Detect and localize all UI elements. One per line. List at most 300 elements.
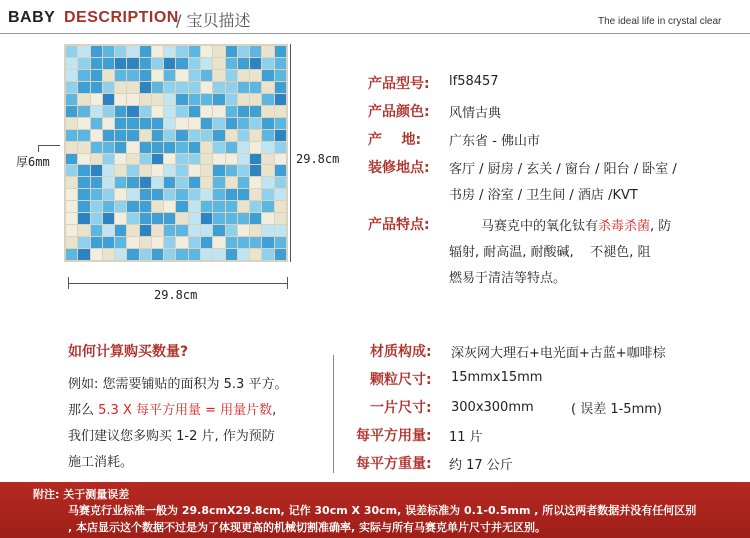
mosaic-chip (238, 225, 249, 236)
mosaic-chip (275, 213, 286, 224)
mosaic-chip (115, 82, 126, 93)
mosaic-chip (66, 118, 77, 129)
color-label: 产品颜色: (368, 104, 430, 120)
mosaic-chip (115, 130, 126, 141)
mosaic-chip (140, 165, 151, 176)
mosaic-chip (78, 189, 89, 200)
mosaic-chip (226, 58, 237, 69)
mosaic-tile-image (64, 44, 288, 262)
mosaic-chip (78, 177, 89, 188)
mosaic-chip (91, 177, 102, 188)
mosaic-chip (127, 118, 138, 129)
thickness-label: 厚6mm (16, 155, 50, 169)
mosaic-chip (152, 106, 163, 117)
location-line-1: 客厅 / 厨房 / 玄关 / 窗台 / 阳台 / 卧室 / (449, 162, 677, 177)
mosaic-chip (201, 249, 212, 260)
section-divider (333, 355, 334, 473)
mosaic-chip (140, 154, 151, 165)
mosaic-chip (103, 177, 114, 188)
mosaic-chip (78, 142, 89, 153)
mosaic-chip (115, 177, 126, 188)
grain-label: 颗粒尺寸: (370, 372, 432, 388)
mosaic-chip (78, 201, 89, 212)
weight-value: 约 17 公斤 (449, 458, 513, 473)
mosaic-chip (226, 213, 237, 224)
mosaic-chip (213, 82, 224, 93)
mosaic-chip (152, 249, 163, 260)
width-line (68, 283, 288, 284)
usage-label: 每平方用量: (356, 428, 432, 444)
mosaic-chip (103, 106, 114, 117)
mosaic-chip (213, 130, 224, 141)
mosaic-chip (78, 106, 89, 117)
color-value: 风情古典 (449, 106, 502, 121)
mosaic-chip (140, 46, 151, 57)
mosaic-chip (176, 118, 187, 129)
mosaic-chip (226, 46, 237, 57)
mosaic-chip (140, 82, 151, 93)
mosaic-chip (226, 82, 237, 93)
mosaic-chip (127, 94, 138, 105)
mosaic-chip (238, 165, 249, 176)
mosaic-chip (189, 94, 200, 105)
mosaic-chip (78, 154, 89, 165)
mosaic-chip (66, 58, 77, 69)
mosaic-chip (213, 237, 224, 248)
mosaic-chip (152, 201, 163, 212)
mosaic-chip (213, 154, 224, 165)
mosaic-chip (103, 213, 114, 224)
material-label: 材质构成: (370, 344, 432, 360)
mosaic-chip (176, 249, 187, 260)
mosaic-chip (201, 165, 212, 176)
mosaic-chip (115, 189, 126, 200)
mosaic-chip (140, 118, 151, 129)
mosaic-chip (140, 70, 151, 81)
mosaic-chip (78, 213, 89, 224)
mosaic-chip (262, 249, 273, 260)
mosaic-chip (275, 82, 286, 93)
mosaic-chip (127, 189, 138, 200)
mosaic-chip (226, 106, 237, 117)
mosaic-chip (115, 225, 126, 236)
feature-text-end: , 防 (650, 219, 672, 234)
mosaic-chip (262, 130, 273, 141)
mosaic-chip (140, 130, 151, 141)
mosaic-chip (201, 106, 212, 117)
mosaic-chip (262, 106, 273, 117)
mosaic-chip (176, 46, 187, 57)
mosaic-chip (164, 58, 175, 69)
weight-label: 每平方重量: (356, 456, 432, 472)
piece-value: 300x300mm (451, 400, 534, 415)
mosaic-chip (226, 130, 237, 141)
mosaic-chip (127, 165, 138, 176)
mosaic-chip (78, 94, 89, 105)
mosaic-chip (201, 225, 212, 236)
mosaic-chip (127, 70, 138, 81)
mosaic-chip (189, 82, 200, 93)
mosaic-chip (201, 94, 212, 105)
location-line-2: 书房 / 浴室 / 卫生间 / 酒店 /KVT (449, 188, 638, 203)
mosaic-chip (238, 58, 249, 69)
calc-question: 如何计算购买数量? (68, 344, 189, 360)
feature-text: 马赛克中的氧化钛有 (481, 219, 599, 234)
mosaic-chip (66, 106, 77, 117)
mosaic-chip (152, 118, 163, 129)
mosaic-chip (78, 225, 89, 236)
mosaic-chip (275, 201, 286, 212)
mosaic-chip (140, 142, 151, 153)
mosaic-chip (238, 130, 249, 141)
mosaic-chip (66, 82, 77, 93)
mosaic-chip (176, 213, 187, 224)
mosaic-chip (275, 94, 286, 105)
mosaic-chip (275, 142, 286, 153)
mosaic-chip (152, 130, 163, 141)
mosaic-chip (201, 58, 212, 69)
mosaic-chip (140, 201, 151, 212)
mosaic-chip (201, 177, 212, 188)
mosaic-chip (213, 106, 224, 117)
mosaic-chip (226, 154, 237, 165)
mosaic-chip (91, 213, 102, 224)
width-tick-left (68, 277, 69, 289)
mosaic-chip (226, 177, 237, 188)
mosaic-chip (66, 237, 77, 248)
mosaic-chip (262, 177, 273, 188)
mosaic-chip (164, 189, 175, 200)
mosaic-chip (176, 142, 187, 153)
mosaic-chip (201, 46, 212, 57)
mosaic-chip (103, 154, 114, 165)
mosaic-chip (66, 213, 77, 224)
mosaic-chip (213, 165, 224, 176)
mosaic-chip (91, 70, 102, 81)
mosaic-chip (127, 249, 138, 260)
mosaic-chip (140, 249, 151, 260)
mosaic-chip (78, 249, 89, 260)
mosaic-chip (201, 142, 212, 153)
mosaic-chip (250, 237, 261, 248)
mosaic-chip (238, 189, 249, 200)
mosaic-chip (152, 165, 163, 176)
mosaic-chip (91, 46, 102, 57)
mosaic-chip (213, 201, 224, 212)
mosaic-chip (250, 130, 261, 141)
mosaic-chip (78, 118, 89, 129)
mosaic-chip (66, 154, 77, 165)
mosaic-chip (189, 130, 200, 141)
mosaic-chip (91, 237, 102, 248)
mosaic-chip (238, 249, 249, 260)
mosaic-chip (275, 177, 286, 188)
mosaic-chip (201, 82, 212, 93)
mosaic-chip (189, 189, 200, 200)
grain-value: 15mmx15mm (451, 370, 543, 385)
mosaic-chip (176, 177, 187, 188)
mosaic-chip (262, 189, 273, 200)
mosaic-chip (176, 94, 187, 105)
mosaic-chip (115, 118, 126, 129)
mosaic-chip (66, 130, 77, 141)
mosaic-chip (275, 165, 286, 176)
mosaic-chip (250, 94, 261, 105)
mosaic-chip (103, 70, 114, 81)
usage-value: 11 片 (449, 430, 483, 445)
mosaic-chip (152, 94, 163, 105)
footer-line-2: , 本店显示这个数据不过是为了体现更高的机械切割准确率, 实际与所有马赛克单片尺寸并无区别。 (68, 521, 547, 534)
mosaic-chip (213, 213, 224, 224)
mosaic-chip (78, 237, 89, 248)
mosaic-chip (213, 94, 224, 105)
mosaic-chip (262, 154, 273, 165)
calc-line-1: 例如: 您需要铺贴的面积为 5.3 平方。 (68, 377, 288, 392)
mosaic-chip (103, 165, 114, 176)
mosaic-chip (250, 106, 261, 117)
mosaic-chip (262, 118, 273, 129)
mosaic-chip (164, 82, 175, 93)
mosaic-chip (176, 82, 187, 93)
footer-title: 附注: 关于测量误差 (33, 488, 130, 501)
material-value: 深灰网大理石+电光面+古蓝+咖啡棕 (451, 346, 666, 361)
mosaic-chip (164, 165, 175, 176)
mosaic-chip (66, 70, 77, 81)
mosaic-chip (103, 142, 114, 153)
mosaic-chip (226, 165, 237, 176)
mosaic-chip (275, 225, 286, 236)
mosaic-chip (262, 94, 273, 105)
mosaic-chip (66, 249, 77, 260)
mosaic-chip (176, 165, 187, 176)
mosaic-chip (238, 237, 249, 248)
mosaic-chip (66, 46, 77, 57)
mosaic-chip (201, 201, 212, 212)
section-title-cn: / 宝贝描述 (176, 11, 251, 30)
mosaic-chip (250, 225, 261, 236)
mosaic-chip (226, 237, 237, 248)
mosaic-chip (238, 106, 249, 117)
width-tick-right (287, 277, 288, 289)
mosaic-chip (140, 237, 151, 248)
mosaic-chip (140, 94, 151, 105)
mosaic-chip (91, 201, 102, 212)
header (0, 0, 750, 40)
mosaic-chip (115, 249, 126, 260)
mosaic-chip (127, 58, 138, 69)
mosaic-chip (103, 130, 114, 141)
mosaic-chip (164, 177, 175, 188)
mosaic-chip (127, 142, 138, 153)
mosaic-chip (189, 165, 200, 176)
mosaic-chip (201, 118, 212, 129)
mosaic-chip (238, 82, 249, 93)
mosaic-chip (103, 58, 114, 69)
mosaic-chip (176, 130, 187, 141)
mosaic-chip (275, 70, 286, 81)
mosaic-chip (115, 213, 126, 224)
mosaic-chip (250, 189, 261, 200)
mosaic-chip (91, 82, 102, 93)
mosaic-chip (115, 46, 126, 57)
mosaic-chip (250, 177, 261, 188)
mosaic-chip (250, 165, 261, 176)
mosaic-chip (115, 154, 126, 165)
mosaic-chip (152, 58, 163, 69)
calc-line-2 (68, 399, 276, 418)
mosaic-chip (262, 70, 273, 81)
mosaic-chip (140, 58, 151, 69)
mosaic-chip (91, 118, 102, 129)
mosaic-chip (103, 225, 114, 236)
mosaic-chip (189, 213, 200, 224)
mosaic-chip (103, 118, 114, 129)
mosaic-chip (115, 237, 126, 248)
mosaic-chip (275, 154, 286, 165)
origin-value: 广东省 - 佛山市 (449, 134, 540, 149)
mosaic-chip (176, 189, 187, 200)
mosaic-chip (213, 70, 224, 81)
piece-label: 一片尺寸: (370, 400, 432, 416)
mosaic-chip (66, 225, 77, 236)
mosaic-chip (127, 201, 138, 212)
mosaic-chip (250, 154, 261, 165)
mosaic-chip (91, 106, 102, 117)
model-label: 产品型号: (368, 76, 430, 92)
height-line (290, 44, 291, 262)
mosaic-chip (91, 154, 102, 165)
mosaic-chip (262, 201, 273, 212)
mosaic-chip (238, 118, 249, 129)
mosaic-chip (238, 213, 249, 224)
mosaic-chip (262, 82, 273, 93)
mosaic-chip (275, 46, 286, 57)
mosaic-chip (250, 142, 261, 153)
header-divider (0, 33, 750, 34)
mosaic-chip (275, 249, 286, 260)
mosaic-chip (213, 225, 224, 236)
mosaic-chip (140, 177, 151, 188)
feature-line-3: 燃易于清洁等特点。 (449, 271, 567, 286)
height-label: 29.8cm (296, 152, 340, 166)
mosaic-chip (250, 82, 261, 93)
mosaic-chip (127, 46, 138, 57)
mosaic-chip (176, 70, 187, 81)
mosaic-chip (164, 249, 175, 260)
mosaic-chip (78, 70, 89, 81)
mosaic-chip (115, 106, 126, 117)
mosaic-chip (152, 189, 163, 200)
mosaic-chip (189, 118, 200, 129)
mosaic-chip (164, 118, 175, 129)
mosaic-chip (189, 142, 200, 153)
thickness-tick (38, 145, 39, 152)
mosaic-chip (213, 58, 224, 69)
mosaic-chip (238, 177, 249, 188)
mosaic-chip (262, 142, 273, 153)
mosaic-chip (238, 70, 249, 81)
mosaic-chip (91, 165, 102, 176)
mosaic-chip (103, 46, 114, 57)
mosaic-chip (201, 154, 212, 165)
mosaic-chip (164, 213, 175, 224)
mosaic-chip (238, 201, 249, 212)
mosaic-chip (140, 189, 151, 200)
mosaic-chip (226, 94, 237, 105)
mosaic-chip (91, 94, 102, 105)
mosaic-chip (66, 189, 77, 200)
mosaic-chip (226, 249, 237, 260)
mosaic-chip (213, 177, 224, 188)
mosaic-chip (189, 237, 200, 248)
calc-formula: 5.3 X 每平方用量 = 用量片数 (98, 403, 273, 418)
mosaic-chip (66, 201, 77, 212)
mosaic-chip (275, 106, 286, 117)
mosaic-chip (115, 142, 126, 153)
mosaic-chip (275, 189, 286, 200)
mosaic-chip (140, 225, 151, 236)
mosaic-chip (127, 82, 138, 93)
mosaic-chip (250, 46, 261, 57)
mosaic-chip (164, 201, 175, 212)
mosaic-chip (115, 70, 126, 81)
mosaic-chip (91, 58, 102, 69)
mosaic-chip (152, 177, 163, 188)
mosaic-chip (189, 70, 200, 81)
mosaic-chip (275, 237, 286, 248)
mosaic-chip (91, 130, 102, 141)
mosaic-chip (164, 142, 175, 153)
mosaic-chip (262, 225, 273, 236)
calc-line-2-suffix: , (272, 403, 277, 418)
mosaic-chip (226, 142, 237, 153)
mosaic-chip (152, 46, 163, 57)
mosaic-chip (189, 177, 200, 188)
mosaic-chip (176, 201, 187, 212)
mosaic-chip (91, 189, 102, 200)
mosaic-chip (140, 106, 151, 117)
feature-line-2: 辐射, 耐高温, 耐酸碱, 不褪色, 阻 (449, 245, 651, 260)
mosaic-chip (164, 154, 175, 165)
footer-line-1: 马赛克行业标准一般为 29.8cmX29.8cm, 记作 30cm X 30cm, 误差标准为 0.1-0.5mm , 所以这两者数据并没有任何区别 (68, 504, 697, 517)
mosaic-chip (127, 106, 138, 117)
location-label: 装修地点: (368, 160, 430, 176)
mosaic-chip (127, 237, 138, 248)
mosaic-chip (275, 130, 286, 141)
mosaic-chip (201, 237, 212, 248)
mosaic-chip (152, 82, 163, 93)
footer-note (0, 482, 750, 538)
mosaic-chip (226, 189, 237, 200)
mosaic-chip (262, 46, 273, 57)
mosaic-chip (275, 118, 286, 129)
mosaic-chip (152, 70, 163, 81)
mosaic-chip (164, 94, 175, 105)
mosaic-chip (127, 130, 138, 141)
mosaic-chip (91, 249, 102, 260)
mosaic-chip (213, 46, 224, 57)
mosaic-chip (164, 130, 175, 141)
origin-label: 产 地: (368, 132, 422, 148)
mosaic-chip (262, 165, 273, 176)
feature-highlight: 杀毒杀菌 (598, 219, 651, 234)
mosaic-chip (66, 94, 77, 105)
mosaic-chip (213, 118, 224, 129)
mosaic-chip (152, 225, 163, 236)
piece-note: ( 误差 1-5mm) (571, 402, 662, 417)
mosaic-chip (164, 46, 175, 57)
mosaic-chip (103, 189, 114, 200)
